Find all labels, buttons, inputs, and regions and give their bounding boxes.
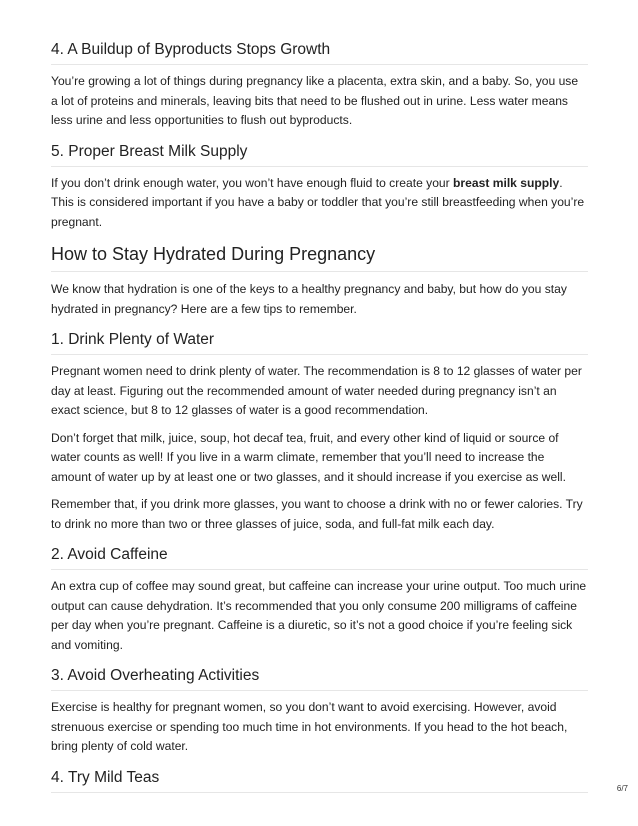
- text-segment: . This is considered important if you have a baby or toddler that you’re still breastfeeding when you’re pregnant.: [51, 175, 585, 229]
- breast-milk-link[interactable]: breast milk supply: [453, 175, 560, 190]
- section-heading-byproducts: 4. A Buildup of Byproducts Stops Growth: [51, 40, 588, 65]
- paragraph-avoid-caffeine: An extra cup of coffee may sound great, but caffeine can increase your urine output. Too much urine output can cause dehydration. It’s recommended that you only consume 200 milligrams of caffeine per day when you’re pregnant. Caffeine is a diuretic, so it’s not a good choice if you’re feeling sick and vomiting.: [51, 579, 587, 652]
- paragraph-drink-water-2: Don’t forget that milk, juice, soup, hot decaf tea, fruit, and every other kind of liquid or source of water counts as well! If you live in a warm climate, remember that you’ll need to increase the amount of water up by at least one or two glasses, and it should increase if you exercise as well.: [51, 430, 566, 484]
- section-heading-avoid-overheating: 3. Avoid Overheating Activities: [51, 666, 588, 691]
- section-heading-drink-water: 1. Drink Plenty of Water: [51, 330, 588, 355]
- paragraph-breast-milk: [51, 174, 588, 233]
- paragraph-drink-water-1: Pregnant women need to drink plenty of water. The recommendation is 8 to 12 glasses of water per day at least. Figuring out the recommended amount of water needed during pregnancy isn’t an exact science, but 8 to 12 glasses of water is a good recommendation.: [51, 364, 582, 417]
- article-body: [51, 40, 588, 800]
- paragraph-avoid-overheating: Exercise is healthy for pregnant women, so you don’t want to avoid exercising. However, avoid strenuous exercise or spending too much time in hot environments. If you head to the hot beach, bring plenty of cold water.: [51, 700, 568, 753]
- paragraph-drink-water-3: Remember that, if you drink more glasses, you want to choose a drink with no or fewer calories. Try to drink no more than two or three glasses of juice, soda, and full-fat milk each day.: [51, 497, 583, 531]
- text-segment: If you don’t drink enough water, you won’t have enough fluid to create your: [51, 175, 454, 190]
- section-heading-breast-milk: 5. Proper Breast Milk Supply: [51, 142, 588, 167]
- section-heading-stay-hydrated: How to Stay Hydrated During Pregnancy: [51, 243, 588, 272]
- section-heading-avoid-caffeine: 2. Avoid Caffeine: [51, 545, 588, 570]
- paragraph-byproducts: You’re growing a lot of things during pregnancy like a placenta, extra skin, and a baby. So, you use a lot of proteins and minerals, leaving bits that need to be flushed out in urine. Less water means less urine and less opportunities to flush out byproducts.: [51, 74, 579, 127]
- paragraph-stay-hydrated: We know that hydration is one of the keys to a healthy pregnancy and baby, but how do you stay hydrated in pregnancy? Here are a few tips to remember.: [51, 282, 567, 316]
- section-heading-mild-teas: 4. Try Mild Teas: [51, 768, 588, 793]
- page-number: 6/7: [616, 784, 628, 793]
